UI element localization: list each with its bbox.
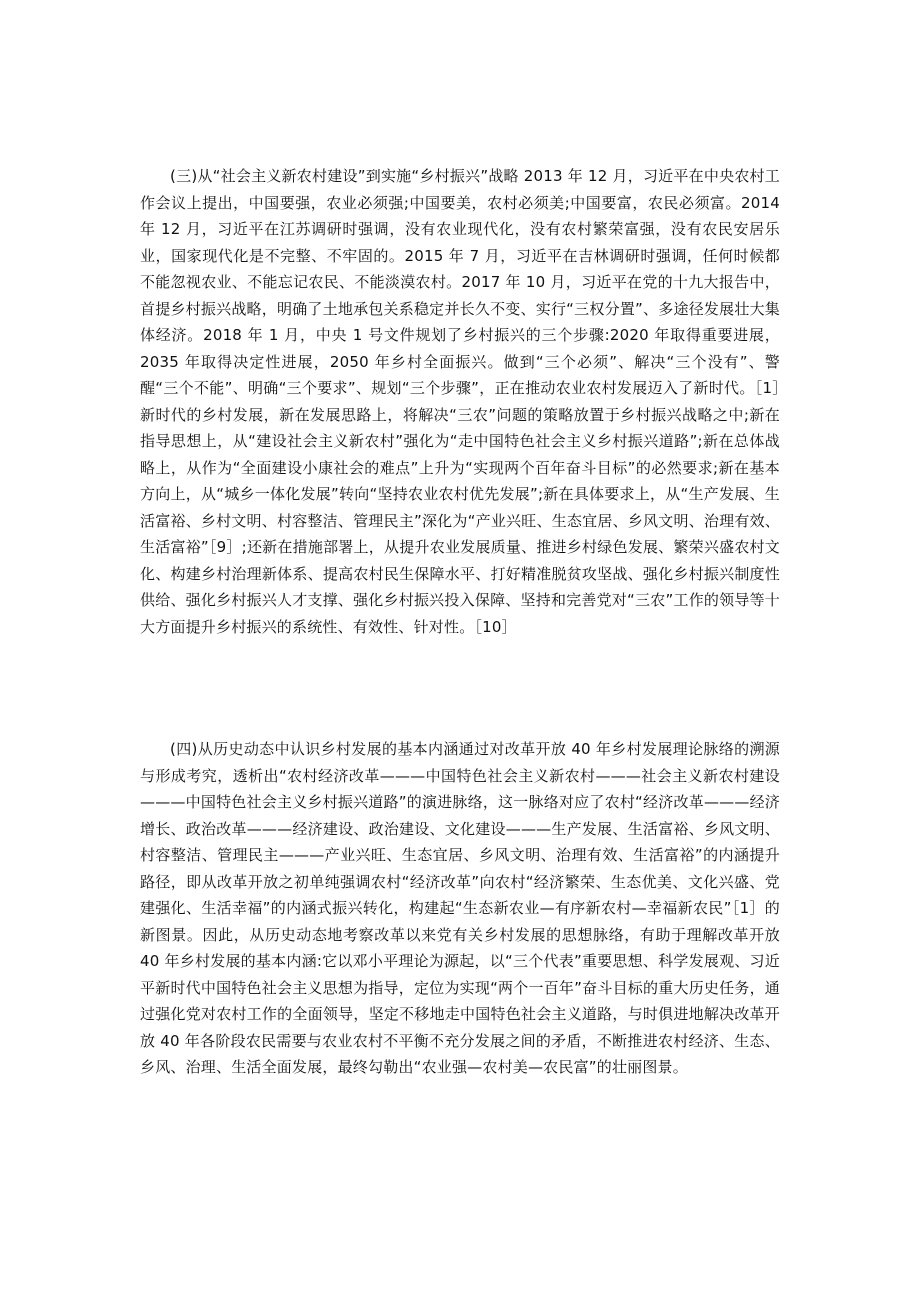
paragraph-section-3: (三)从“社会主义新农村建设”到实施“乡村振兴”战略 2013 年 12 月，习近平在中央农村工作会议上提出，中国要强，农业必须强;中国要美，农村必须美;中国要富，农民必须富。2014 年 12 月，习近平在江苏调研时强调，没有农业现代化，没有农村繁荣富强，没有农民安居乐业，国家现代化是不完整、不牢固的。2015 年 7 月，习近平在吉林调研时强调，任何时候都不能忽视农业、不能忘记农民、不能淡漠农村。2017 年 10 月，习近平在党的十九大报告中，首提乡村振兴战略，明确了土地承包关系稳定并长久不变、实行“三权分置”、多途径发展壮大集体经济。2018 年 1 月，中央 1 号文件规划了乡村振兴的三个步骤:2020 年取得重要进展，2035 年取得决定性进展，2050 年乡村全面振兴。做到“三个必须”、解决“三个没有”、警醒“三个不能”、明确“三个要求”、规划“三个步骤”，正在推动农业农村发展迈入了新时代。［1］新时代的乡村发展，新在发展思路上，将解决“三农”问题的策略放置于乡村振兴战略之中;新在指导思想上，从“建设社会主义新农村”强化为“走中国特色社会主义乡村振兴道路”;新在总体战略上，从作为“全面建设小康社会的难点”上升为“实现两个百年奋斗目标”的必然要求;新在基本方向上，从“城乡一体化发展”转向“坚持农业农村优先发展”;新在具体要求上，从“生产发展、生活富裕、乡村文明、村容整洁、管理民主”深化为“产业兴旺、生态宜居、乡风文明、治理有效、生活富裕”［9］;还新在措施部署上，从提升农业发展质量、推进乡村绿色发展、繁荣兴盛农村文化、构建乡村治理新体系、提高农村民生保障水平、打好精准脱贫攻坚战、强化乡村振兴制度性供给、强化乡村振兴人才支撑、强化乡村振兴投入保障、坚持和完善党对“三农”工作的领导等十大方面提升乡村振兴的系统性、有效性、针对性。［10］ <box>140 167 780 636</box>
paragraph-section-4: (四)从历史动态中认识乡村发展的基本内涵通过对改革开放 40 年乡村发展理论脉络的溯源与形成考究，透析出“农村经济改革———中国特色社会主义新农村———社会主义新农村建设———中国特色社会主义乡村振兴道路”的演进脉络，这一脉络对应了农村“经济改革———经济增长、政治改革———经济建设、政治建设、文化建设———生产发展、生活富裕、乡风文明、村容整洁、管理民主———产业兴旺、生态宜居、乡风文明、治理有效、生活富裕”的内涵提升路径，即从改革开放之初单纯强调农村“经济改革”向农村“经济繁荣、生态优美、文化兴盛、党建强化、生活幸福”的内涵式振兴转化，构建起“生态新农业—有序新农村—幸福新农民”［1］的新图景。因此，从历史动态地考察改革以来党有关乡村发展的思想脉络，有助于理解改革开放 40 年乡村发展的基本内涵:它以邓小平理论为源起，以“三个代表”重要思想、科学发展观、习近平新时代中国特色社会主义思想为指导，定位为实现“两个一百年”奋斗目标的重大历史任务，通过强化党对农村工作的全面领导，坚定不移地走中国特色社会主义道路，与时俱进地解决改革开放 40 年各阶段农民需要与农业农村不平衡不充分发展之间的矛盾，不断推进农村经济、生态、乡风、治理、生活全面发展，最终勾勒出“农业强—农村美—农民富”的壮丽图景。 <box>140 740 780 1076</box>
